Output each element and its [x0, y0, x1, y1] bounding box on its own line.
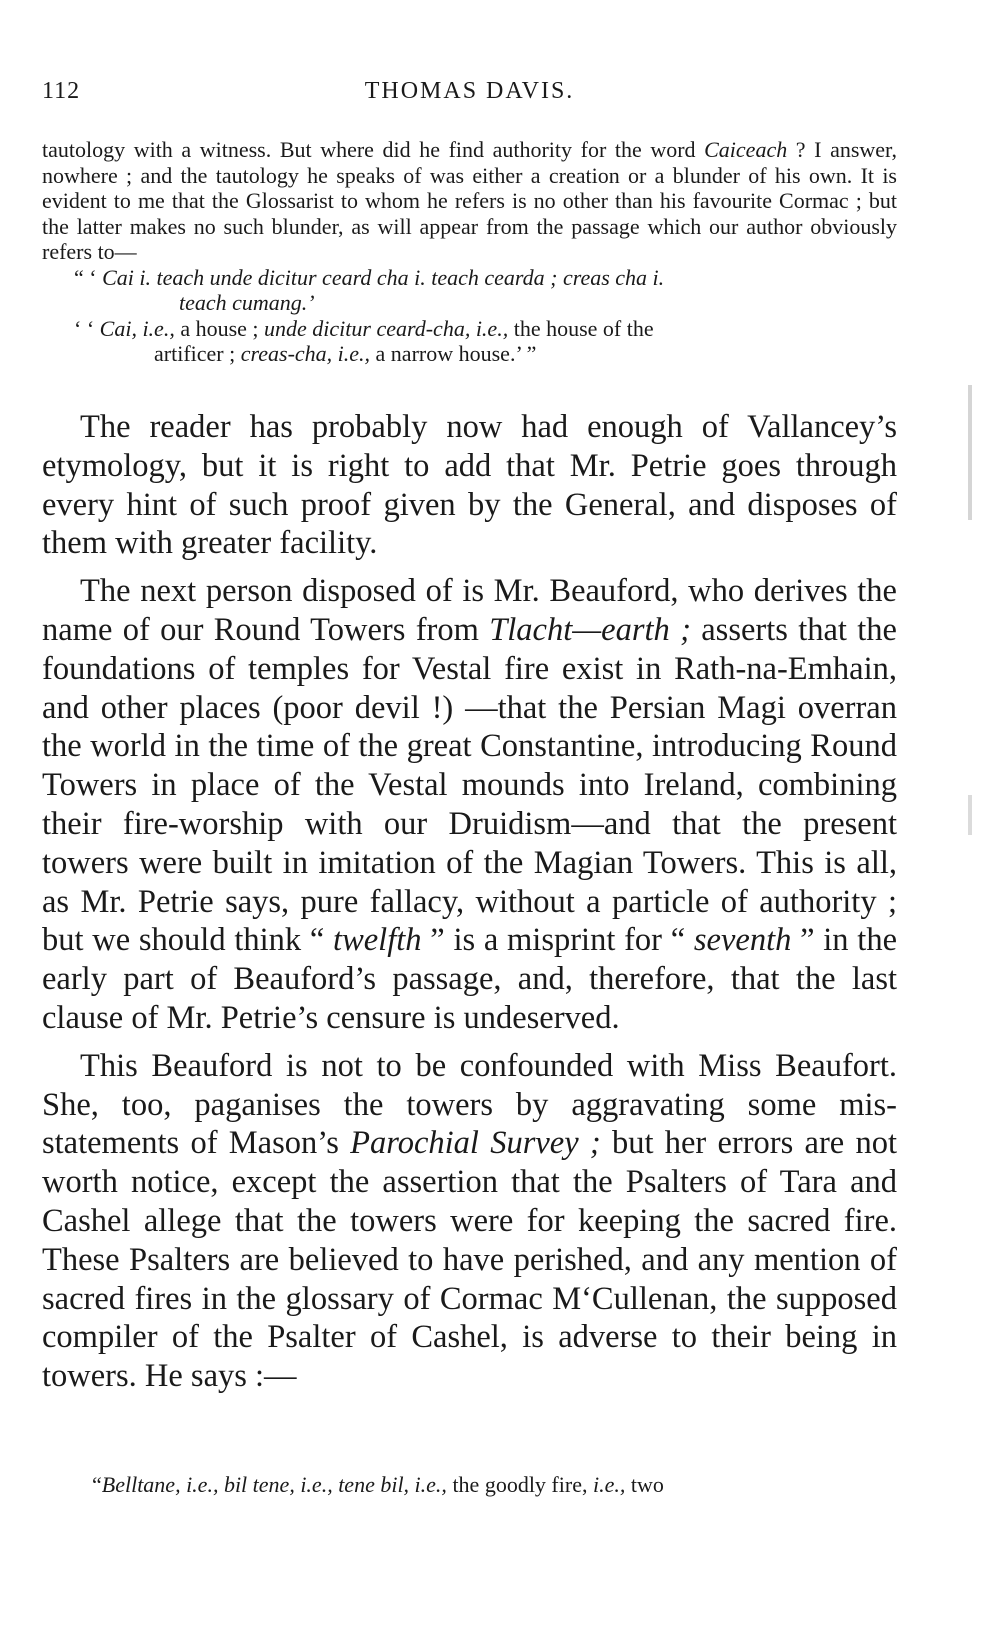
text-run: but her errors are not worth notice, except the assertion that the Psalters of Tara and Cashel allege that the towers were for keeping the sacred fire. These Psalters are believed to have perished, and any mention of sacred fires in the glossary of Cormac M‘Cullenan, the supposed compiler of the Psalter of Cashel, is adverse to their being in towers. He says :— [42, 1125, 897, 1395]
text-run: a house ; [174, 315, 265, 341]
text-run: ? I answer, nowhere ; and the tautology he speaks of was either a creation or a blunder of his own. It is evident to me that the Glossarist to whom he refers is no other than his favourite Cormac ; but the latter makes no such blunder, as will appear from the passage which our author obviously refers to— [42, 137, 897, 264]
italic-run: twelfth [333, 922, 422, 959]
paragraph-2 [42, 572, 897, 1038]
quote-mark: “ ‘ [74, 264, 103, 290]
page-header [42, 78, 897, 118]
text-run: The next person disposed of is Mr. Beauford, who derives the name of our Round Towers from [42, 573, 897, 648]
italic-run: Belltane, i.e., bil tene, i.e., tene bil, i.e., [101, 1472, 447, 1497]
italic-run: creas-cha, i.e., [240, 341, 371, 366]
footnote-paragraph [42, 137, 897, 265]
small-print-block [42, 137, 897, 367]
text-run: a narrow house.’ ” [370, 341, 537, 366]
italic-run: teach cumang.’ [179, 290, 315, 315]
italic-run: i.e., [592, 1472, 626, 1497]
quote-continuation [84, 341, 897, 367]
closing-quote [92, 1472, 902, 1498]
italic-run: Caiceach [704, 137, 788, 162]
paragraph-1: The reader has probably now had enough of Vallancey’s etymology, but it is right to add that Mr. Petrie goes through every hint of such proof given by the General, and disposes of them with greater facility. [42, 409, 897, 562]
text-run: the goodly fire, [446, 1472, 593, 1497]
text-run: tautology with a witness. But where did he find authority for the word [42, 137, 705, 162]
scan-edge-mark [968, 385, 972, 520]
text-run: This Beauford is not to be confounded with Miss Beaufort. She, too, paganises the towers by aggravating some mis-statements of Mason’s [42, 1047, 897, 1162]
running-head: THOMAS DAVIS. [364, 78, 575, 104]
quote-mark: ‘ ‘ [74, 315, 100, 341]
text-run: asserts that the foundations of temples for Vestal fire exist in Rath-na-Emhain, and other places (poor devil !) —that the Persian Magi overran the world in the time of the great Constantine, introducing Round Towers in place of the Vestal mounds into Ireland, combining their fire-worship with our Druidism—and that the present towers were built in imitation of the Magian Towers. This is all, as Mr. Petrie says, pure fallacy, without a particle of authority ; but we should think “ [42, 611, 897, 959]
italic-run: Cai i. teach unde dicitur ceard cha i. teach cearda ; creas cha i. [102, 264, 665, 290]
italic-run: Tlacht—earth ; [489, 611, 691, 648]
italic-run: seventh [693, 922, 792, 959]
page-number: 112 [42, 78, 81, 104]
text-run: ” in the early part of Beauford’s passage, and, therefore, that the last clause of Mr. Petrie’s censure is undeserved. [42, 922, 897, 1036]
text-run: the house of the [508, 315, 654, 341]
text-run: ” is a misprint for “ [421, 922, 694, 959]
quote-mark: “ [92, 1472, 102, 1497]
scan-edge-mark [968, 795, 972, 835]
paragraph-3 [42, 1047, 897, 1396]
italic-run: Cai, i.e., [99, 315, 175, 341]
italic-run: Parochial Survey ; [350, 1125, 601, 1162]
translation-quote [42, 316, 897, 367]
irish-quote [42, 265, 897, 316]
text-run: two [625, 1472, 664, 1497]
italic-run: unde dicitur ceard-cha, i.e., [264, 315, 509, 341]
main-text [42, 408, 897, 1396]
text-run: artificer ; [154, 341, 241, 366]
